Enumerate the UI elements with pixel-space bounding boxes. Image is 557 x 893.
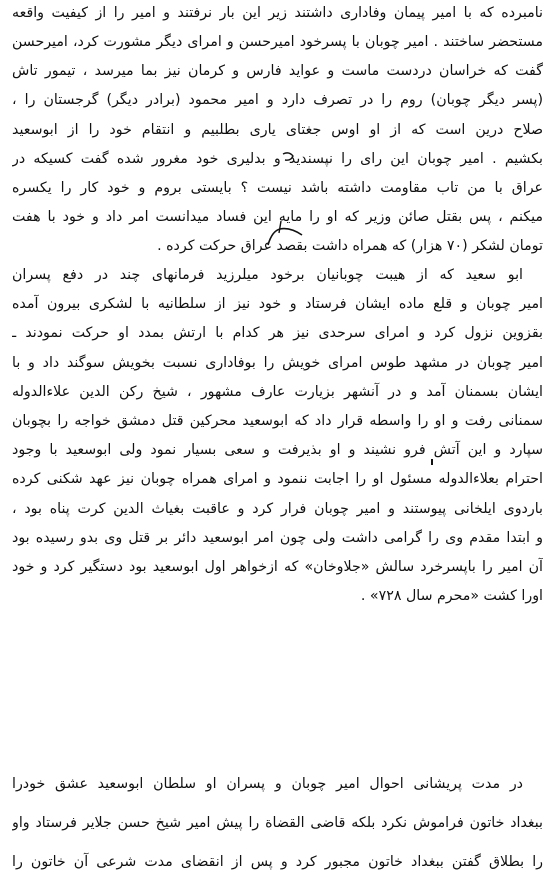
paragraph-first-line: در مدت پریشانی احوال امیر چوبان و پسران او سلطان ابوسعید عشق خودرا <box>12 776 523 792</box>
text-line: آن امیر را باپسرخرد سالش «جلاوخان» که ازخواهر اول ابوسعید بود دستگیر کرد و خود <box>12 559 543 575</box>
text-line: را بطلاق گفتن ببغداد خاتون مجبور کرد و پس از انقضای مدت شرعی آن خاتون را <box>12 854 543 870</box>
text-line: امیر چوبان در مشهد طوس امرای خویش را بوفاداری نسبت بخویش سوگند داد و با <box>12 355 543 371</box>
text-line: ببغداد خاتون فراموش نکرد بلکه قاضی القضاة را پیش امیر شیخ حسن جلایر فرستاد واو <box>12 815 543 831</box>
paragraph-first-line: ابو سعید که از هیبت چوبانیان برخود میلرزید فرمانهای چند در دفع پسران <box>12 267 523 283</box>
text-line: امیر چوبان و قلع ماده ایشان فرستاد و خود نیز از سلطانیه با لشکری بیرون آمده <box>12 296 543 312</box>
text-line: اورا کشت «محرم سال ۷۲۸» . <box>360 588 543 604</box>
text-line: بقزوین نزول کرد و امرای سرحدی نیز هر کدام با ارتش بمدد او حرکت نمودند ـ <box>12 325 543 341</box>
text-line: سمنانی رفت و او را واسطه قرار داد که ابوسعید محرکین قتل دمشق خواجه را بچوبان <box>12 413 543 429</box>
text-line: ایشان بسمنان آمد و در آنشهر بزیارت عارف مشهور ، شیخ رکن الدین علاءالدوله <box>12 384 543 400</box>
text-line: احترام بعلاءالدوله مسئول او را اجابت ننمود و امرای همراه چوبان نیز عهد شکنی کرده <box>12 471 543 487</box>
text-line: و ابتدا مقدم وی را گرامی داشت ولی چون امر ابوسعید دائر بر قتل وی بدو رسیده بود <box>12 530 543 546</box>
text-line: سپارد و این آتش فرو نشیند و او بذیرفت و سعی بسیار نمود ولی ابوسعید با وجود <box>12 442 543 458</box>
text-line: تومان لشکر (۷۰ هزار) که همراه داشت بقصد عراق حرکت کرده . <box>157 238 543 254</box>
text-line: بکشیم . امیر چوبان این رای را نپسندید و بدلیری خود مغرور شده گفت کسیکه در <box>12 151 543 167</box>
text-line: باردوی ایلخانی پیوستند و امیر چوبان فرار کرد و عاقبت بغیاث الدین کرت پناه بود ، <box>12 501 543 517</box>
text-line: عراق با من تاب مقاومت داشته باشد نیست ؟ بایستی بروم و خود کار را یکسره <box>12 180 543 196</box>
text-line: (پسر دیگر چوبان) روم را در تصرف دارد و امیر محمود (برادر دیگر) گرجستان را ، <box>12 92 543 108</box>
text-line: میکنم ، پس بقتل صائن وزیر که او را مایه این فساد میدانست امر داد و خود با هفت <box>12 209 543 225</box>
text-line: صلاح درین است که از او اوس جغتای یاری بطلبیم و انتقام خود را از ابوسعید <box>12 122 543 138</box>
text-line: نامبرده که با امیر پیمان وفاداری داشتند زیر این بار نرفتند و امیر را از کیفیت واقعه <box>12 5 543 21</box>
text-line: گفت که خراسان دردست ماست و عواید فارس و کرمان نیز بما میرسد ، تیمور تاش <box>12 63 543 79</box>
text-line: مستحضر ساختند . امیر چوبان با پسرخود امیرحسن و امرای دیگر مشورت کرد، امیرحسن <box>12 34 543 50</box>
